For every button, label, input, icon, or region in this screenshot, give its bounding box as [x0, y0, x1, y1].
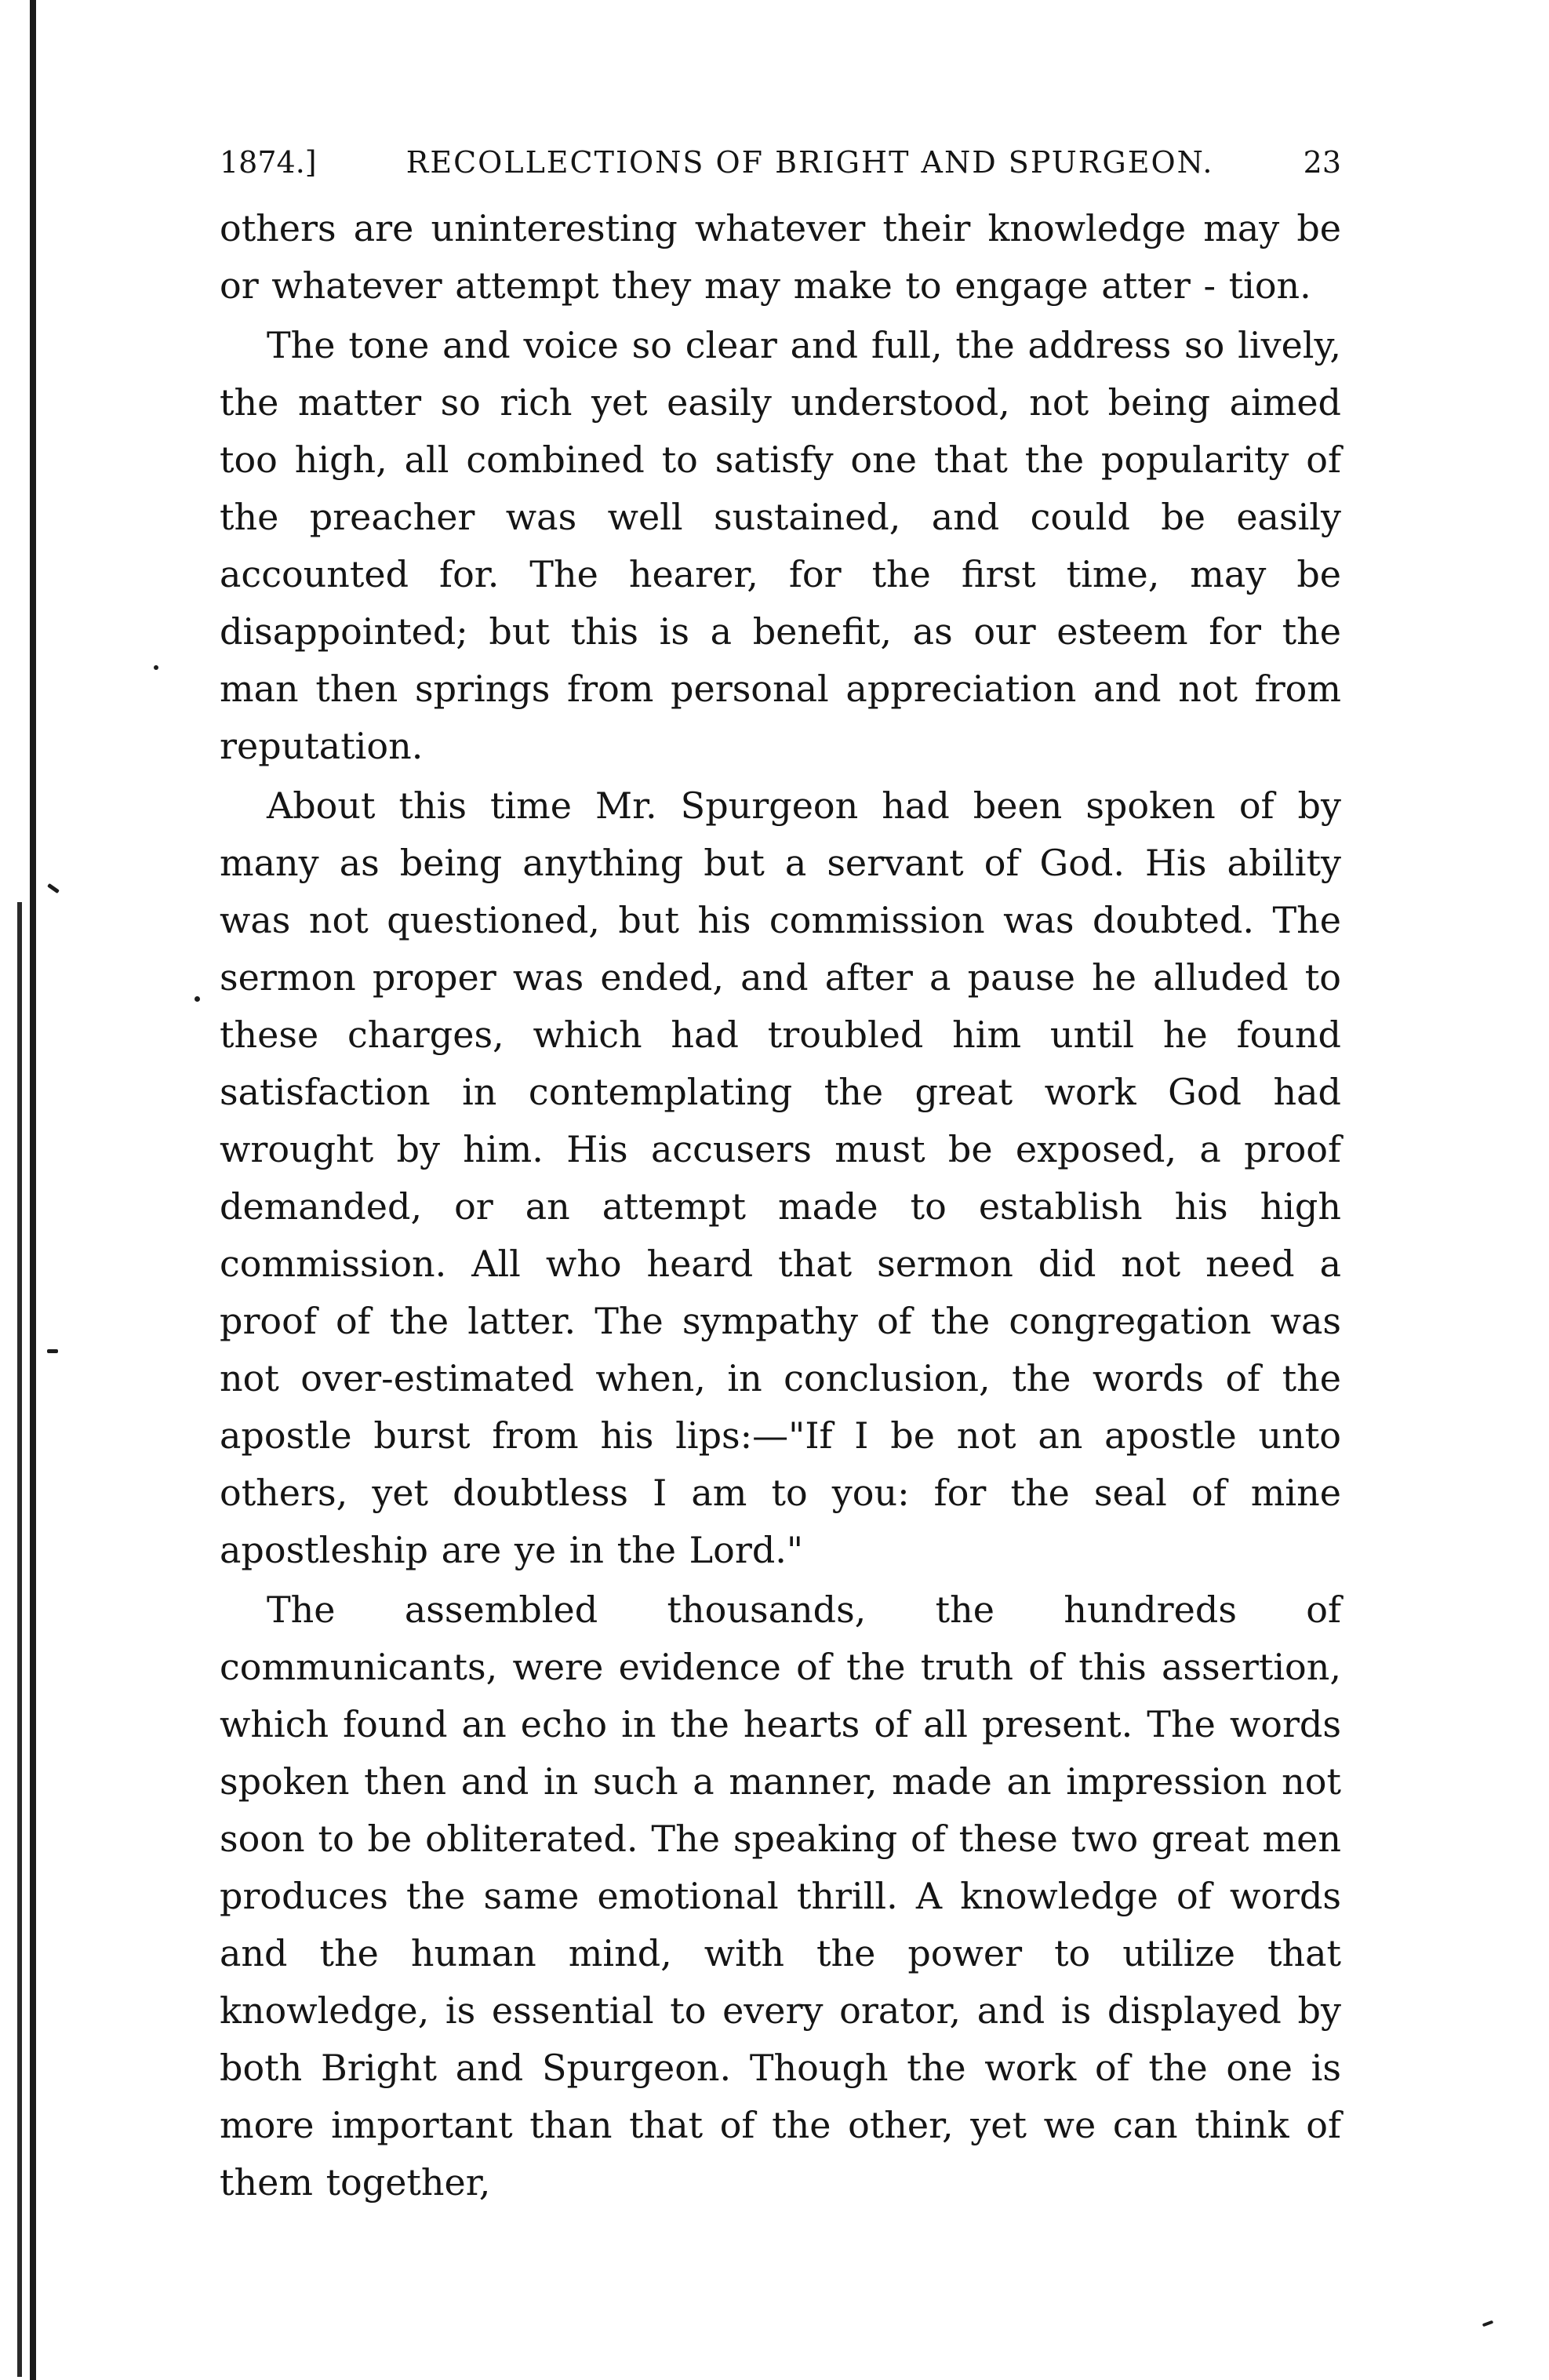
scan-speck [47, 1349, 58, 1353]
paragraph-spurgeon-commission: About this time Mr. Spurgeon had been spoken of by many as being anything but a servant of God. His ability was not questioned, but his commission was doubted. The sermon proper was ended, and after a pause he alluded to these charges, which had troubled him until he found satisfaction in contemplating the great work God had wrought by him. His accusers must be exposed, a proof demanded, or an attempt made to establish his high commission. All who heard that sermon did not need a proof of the latter. The sympathy of the congregation was not over-estimated when, in conclusion, the words of the apostle burst from his lips:—"If I be not an apostle unto others, yet doubtless I am to you: for the seal of mine apostleship are ye in the Lord." [220, 784, 1341, 1571]
paragraph-tone-and-voice: The tone and voice so clear and full, the address so lively, the matter so rich yet easily understood, not being aimed too high, all combined to satisfy one that the popularity of the preacher was well sustained, and could be easily accounted for. The hearer, for the first time, may be disappointed; but this is a benefit, as our esteem for the man then springs from personal appreciation and not from reputation. [220, 324, 1341, 767]
paragraph-assembled-thousands: The assembled thousands, the hundreds of communicants, were evidence of the truth of this assertion, which found an echo in the hearts of all present. The words spoken then and in such a manner, made an impression not soon to be obliterated. The speaking of these two great men produces the same emotional thrill. A knowledge of words and the human mind, with the power to utilize that knowledge, is essential to every orator, and is displayed by both Bright and Spurgeon. Though the work of the one is more important than that of the other, yet we can think of them together, [220, 1588, 1341, 2204]
book-page [220, 145, 1341, 2211]
running-head-year: 1874.] [220, 145, 317, 180]
scan-speck [1482, 2320, 1494, 2327]
scan-speck [47, 883, 60, 893]
scan-binding-edge [30, 0, 36, 2380]
scan-speck [195, 996, 200, 1002]
running-head-title: RECOLLECTIONS OF BRIGHT AND SPURGEON. [405, 145, 1214, 180]
page-number: 23 [1303, 145, 1341, 180]
scan-binding-shadow [17, 902, 22, 2377]
scan-speck [154, 665, 158, 670]
running-head [220, 145, 1341, 180]
paragraph-continuation: others are uninteresting whatever their knowledge may be or whatever attempt they may make to engage atter - tion. [220, 207, 1341, 307]
